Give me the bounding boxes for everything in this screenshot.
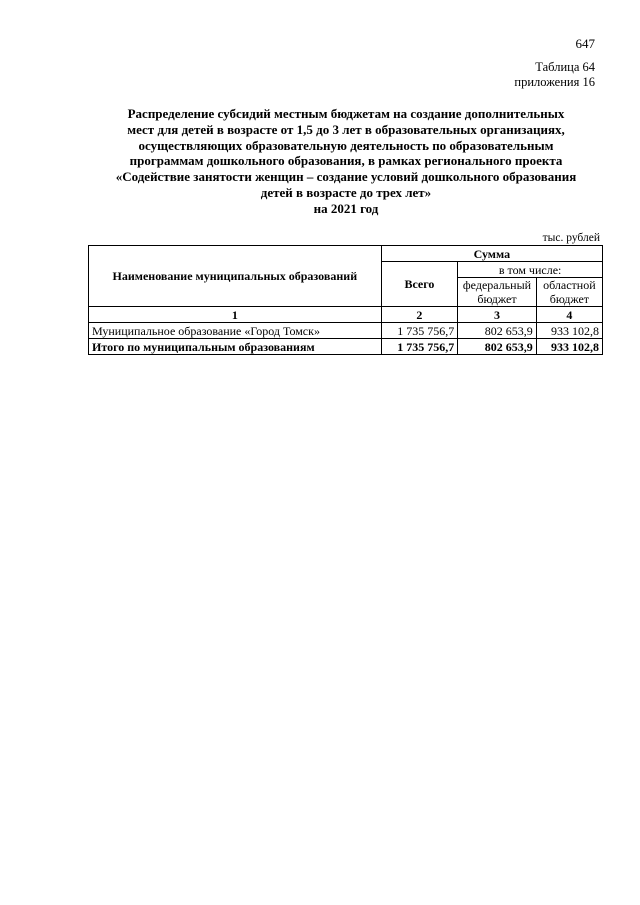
- column-numbers-row: [89, 307, 603, 323]
- header-regional: [536, 278, 602, 307]
- header-sum: Сумма: [381, 246, 602, 262]
- column-number: 3: [458, 307, 537, 323]
- column-number: 2: [381, 307, 458, 323]
- title-year: на 2021 год: [313, 200, 379, 216]
- totals-name: Итого по муниципальным образованиям: [89, 339, 382, 355]
- row-federal: 802 653,9: [458, 323, 537, 339]
- title-line: Распределение субсидий местным бюджетам на создание дополнительных: [127, 106, 565, 121]
- header-federal: [458, 278, 537, 307]
- document-title: [88, 106, 604, 217]
- title-line: мест для детей в возрасте от 1,5 до 3 лет в образовательных организациях,: [127, 121, 565, 137]
- table-row: [89, 323, 603, 339]
- column-number: 4: [536, 307, 602, 323]
- title-line: программам дошкольного образования, в рамках регионального проекта: [129, 153, 563, 169]
- appendix-label: приложения 16: [514, 75, 595, 89]
- header-federal-line2: бюджет: [477, 292, 517, 306]
- column-number: 1: [89, 307, 382, 323]
- totals-regional: 933 102,8: [536, 339, 602, 355]
- header-regional-line1: областной: [543, 278, 596, 292]
- header-regional-line2: бюджет: [549, 292, 590, 306]
- header-including: в том числе:: [458, 262, 603, 278]
- header-row: [89, 246, 603, 262]
- title-line: детей в возрасте до трех лет»: [260, 184, 432, 200]
- totals-row: [89, 339, 603, 355]
- units-label: тыс. рублей: [542, 232, 600, 244]
- page-number: 647: [575, 36, 595, 51]
- header-federal-line1: федеральный: [462, 278, 532, 292]
- title-line: «Содействие занятости женщин – создание условий дошкольного образования: [115, 169, 577, 185]
- table-label: Таблица 64: [535, 60, 595, 74]
- row-name: Муниципальное образование «Город Томск»: [89, 323, 382, 339]
- row-total: 1 735 756,7: [381, 323, 458, 339]
- row-regional: 933 102,8: [536, 323, 602, 339]
- table-reference: [514, 60, 595, 90]
- totals-total: 1 735 756,7: [381, 339, 458, 355]
- header-name: Наименование муниципальных образований: [89, 246, 382, 307]
- header-total: Всего: [381, 262, 458, 307]
- totals-federal: 802 653,9: [458, 339, 537, 355]
- subsidy-table: [88, 245, 603, 355]
- title-line: осуществляющих образовательную деятельность по образовательным: [138, 137, 554, 153]
